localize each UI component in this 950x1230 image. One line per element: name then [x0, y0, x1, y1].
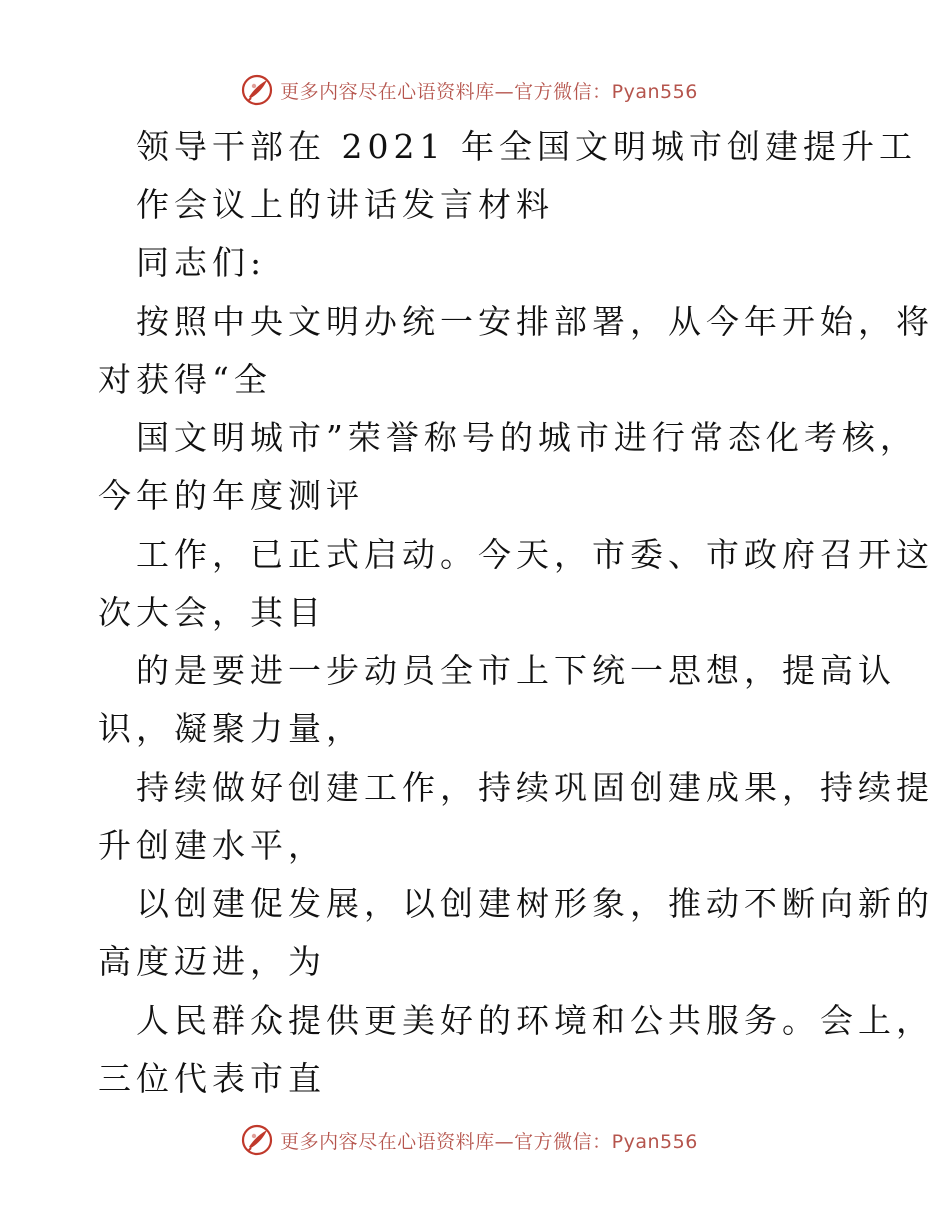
document-title-line-1: 领导干部在 2021 年全国文明城市创建提升工 — [136, 127, 917, 166]
salutation: 同志们: — [136, 243, 267, 282]
paragraph-line: 升创建水平， — [98, 826, 326, 865]
header-banner — [0, 70, 950, 110]
document-title-line-2: 作会议上的讲话发言材料 — [136, 185, 554, 224]
footer-banner-inner — [240, 1123, 698, 1157]
paragraph-line: 高度迈进，为 — [98, 942, 326, 981]
paragraph-line: 今年的年度测评 — [98, 476, 364, 515]
footer-banner-text: 更多内容尽在心语资料库—官方微信：Pyan556 — [280, 1130, 698, 1153]
red-quill-logo-icon — [240, 73, 274, 107]
header-banner-inner — [240, 73, 698, 107]
paragraph-line: 持续做好创建工作，持续巩固创建成果，持续提 — [136, 768, 934, 807]
red-quill-logo-icon — [240, 1123, 274, 1157]
paragraph-line: 的是要进一步动员全市上下统一思想，提高认 — [136, 651, 896, 690]
header-banner-text: 更多内容尽在心语资料库—官方微信：Pyan556 — [280, 80, 698, 103]
paragraph-line: 以创建促发展，以创建树形象，推动不断向新的 — [136, 884, 934, 923]
paragraph-line: 人民群众提供更美好的环境和公共服务。会上， — [136, 1001, 934, 1040]
paragraph-line: 三位代表市直 — [98, 1059, 326, 1098]
footer-banner — [0, 1120, 950, 1160]
paragraph-line: 识，凝聚力量， — [98, 709, 364, 748]
paragraph-line: 对获得“全 — [98, 360, 272, 399]
paragraph-line: 次大会，其目 — [98, 593, 326, 632]
paragraph-line: 工作，已正式启动。今天，市委、市政府召开这 — [136, 535, 934, 574]
paragraph-line: 国文明城市”荣誉称号的城市进行常态化考核， — [136, 418, 918, 457]
paragraph-line: 按照中央文明办统一安排部署，从今年开始，将 — [136, 302, 934, 341]
